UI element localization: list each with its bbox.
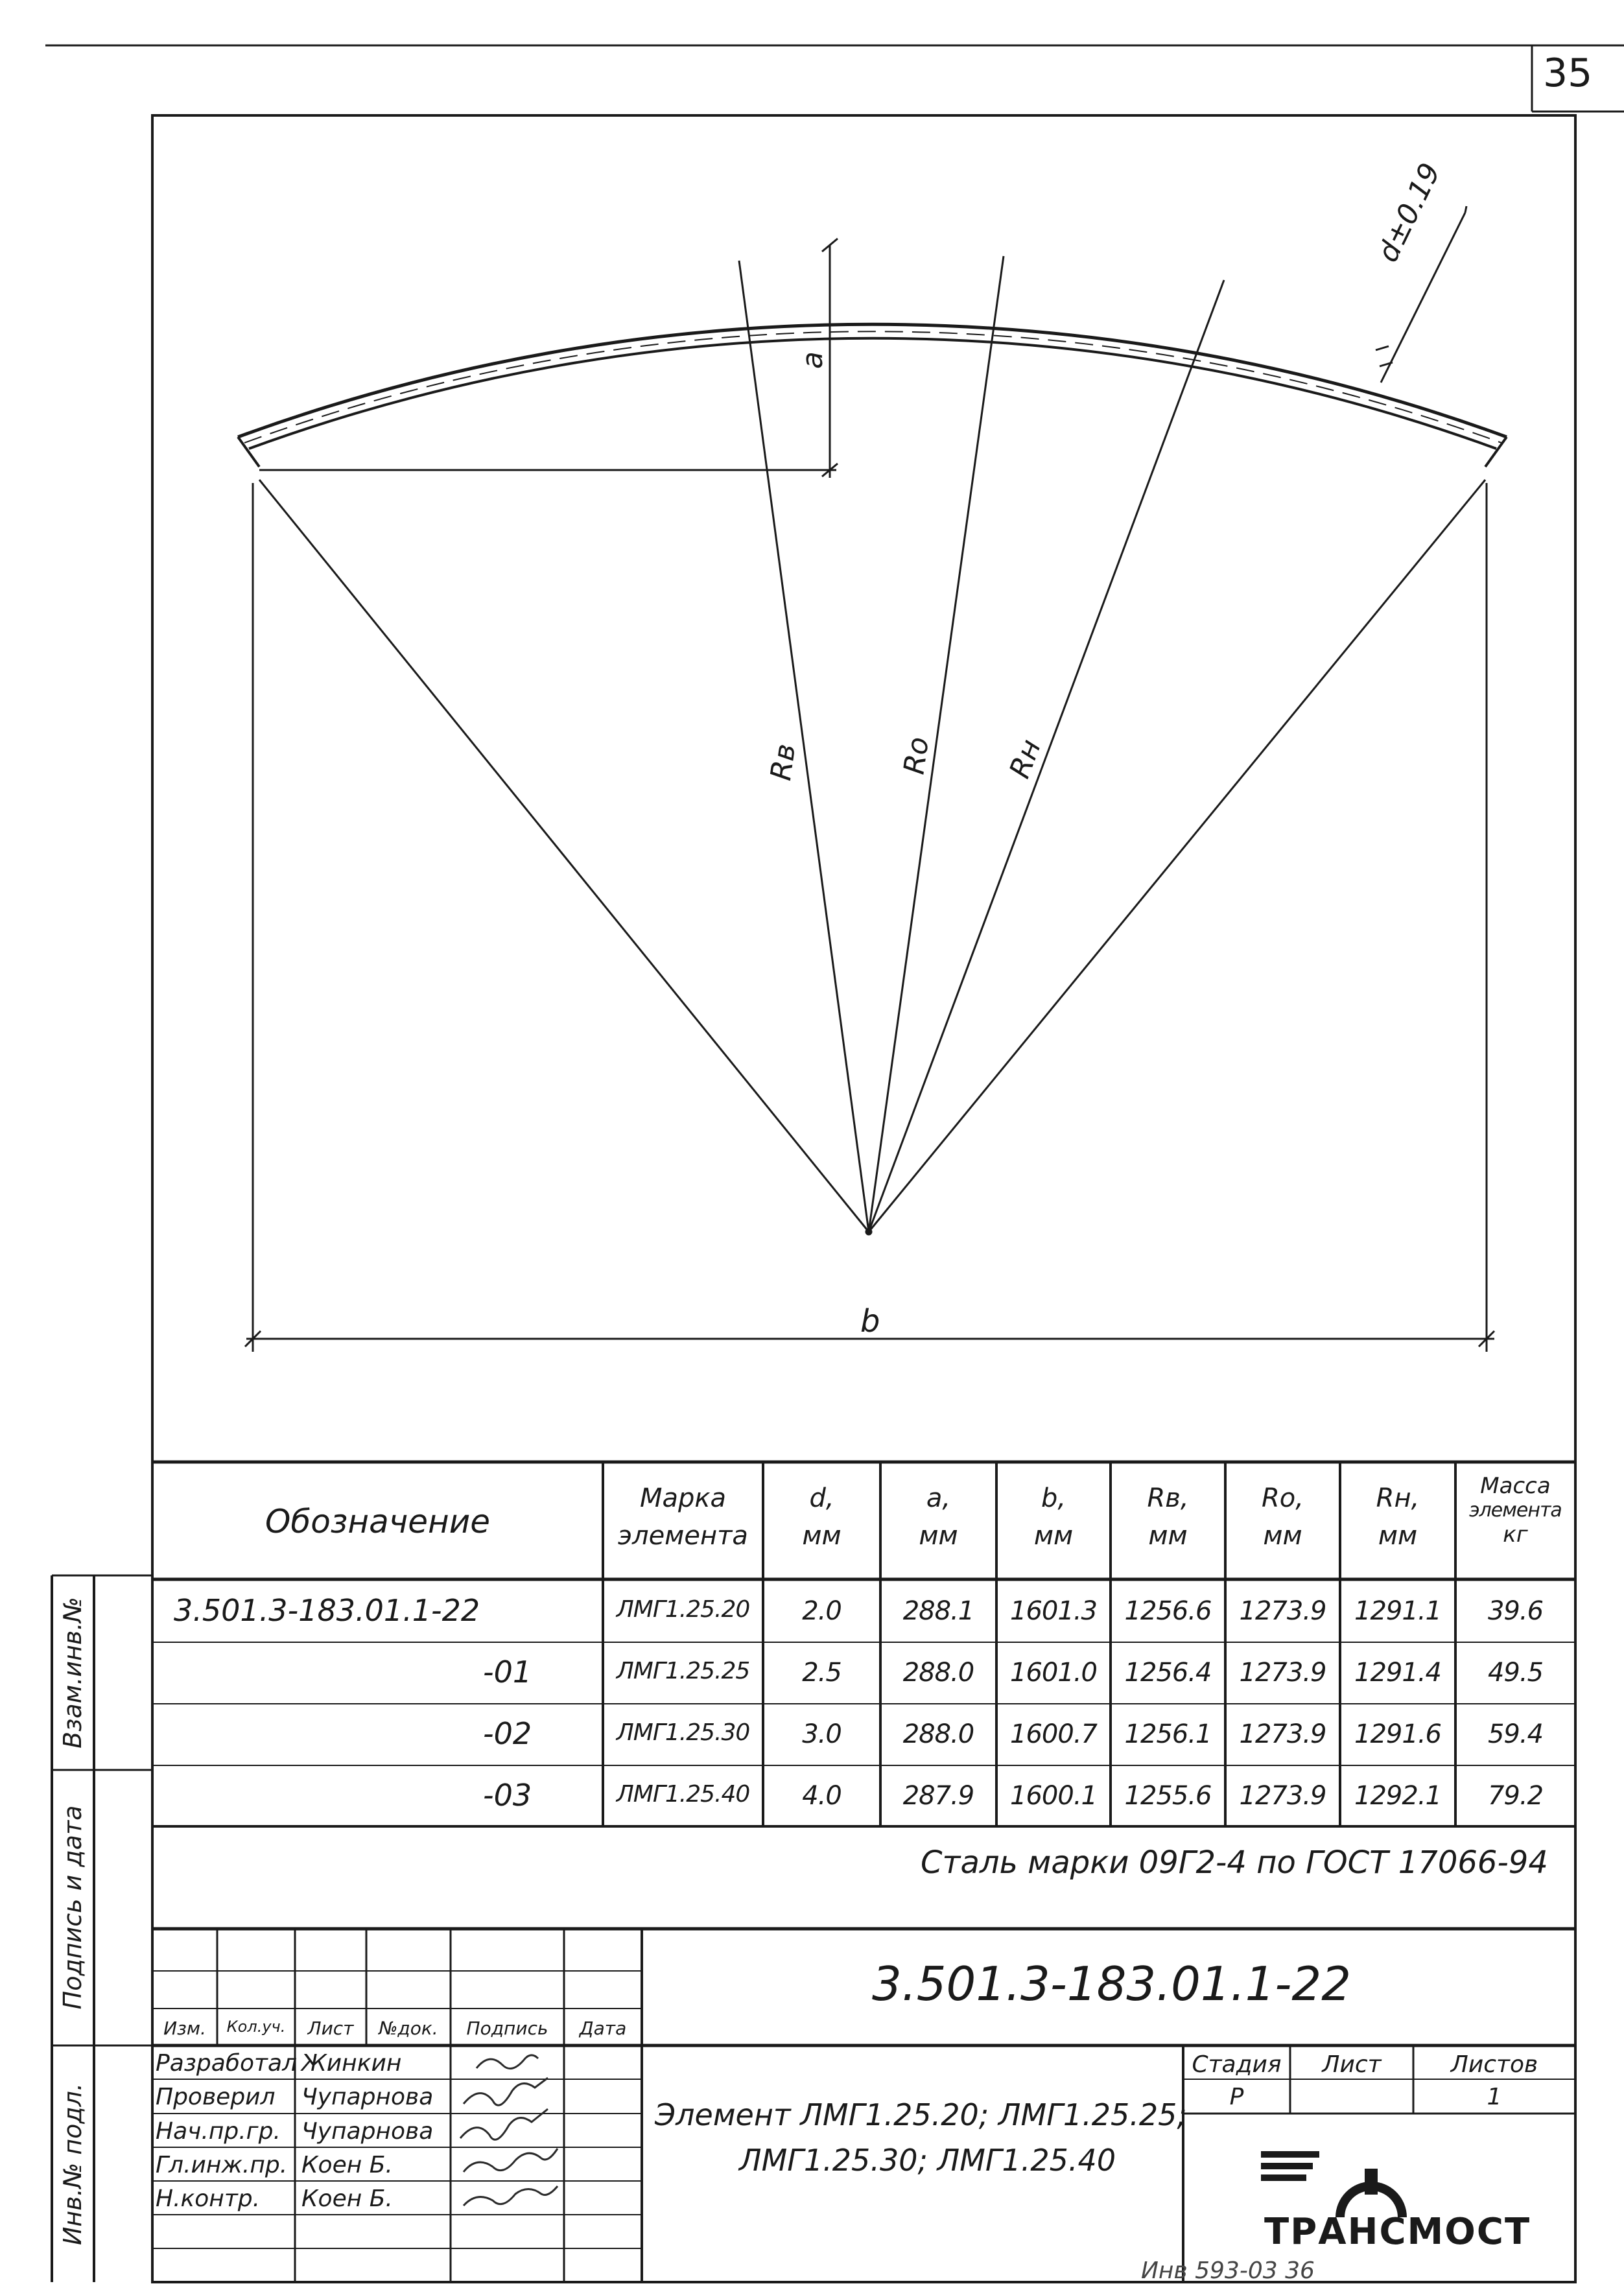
- header-a-2: мм: [919, 1521, 958, 1551]
- col-podpis: Подпись: [466, 2018, 548, 2039]
- row-designation: -02: [483, 1716, 532, 1751]
- row-rv: 1256.4: [1124, 1658, 1212, 1688]
- row-mark: ЛМГ1.25.40: [616, 1781, 750, 1808]
- side-sign-date: Подпись и дата: [58, 1805, 87, 2010]
- label-b: b: [860, 1303, 880, 1339]
- header-designation: Обозначение: [265, 1503, 490, 1540]
- header-ro-1: Ro,: [1262, 1483, 1304, 1513]
- label-ro: Ro: [897, 735, 936, 777]
- col-izm: Изм.: [163, 2018, 206, 2039]
- col-data: Дата: [579, 2018, 627, 2039]
- row-designation: 3.501.3-183.01.1-22: [174, 1593, 480, 1628]
- role-name: Чупарнова: [301, 2084, 434, 2110]
- header-d-2: мм: [802, 1521, 841, 1551]
- header-mass-1: Масса: [1480, 1473, 1551, 1499]
- row-a: 287.9: [902, 1781, 974, 1811]
- header-mark-2: элемента: [618, 1521, 748, 1551]
- sheets-label: Листов: [1450, 2051, 1538, 2078]
- bottom-note: Инв 593-03 36: [1141, 2257, 1315, 2284]
- row-b: 1601.3: [1010, 1596, 1097, 1626]
- sheet-number: 35: [1543, 51, 1593, 96]
- row-d: 2.0: [802, 1596, 841, 1626]
- row-b: 1601.0: [1010, 1658, 1097, 1688]
- label-d: d±0.19: [1371, 158, 1448, 268]
- role-name: Чупарнова: [301, 2118, 434, 2145]
- row-mass: 79.2: [1487, 1781, 1544, 1811]
- row-mark: ЛМГ1.25.20: [616, 1596, 750, 1623]
- header-rn-1: Rн,: [1376, 1483, 1420, 1513]
- side-replace-inv: Взам.инв.№: [58, 1597, 87, 1749]
- header-rv-1: Rв,: [1147, 1483, 1189, 1513]
- row-designation: -01: [483, 1655, 532, 1690]
- row-mass: 39.6: [1487, 1596, 1544, 1626]
- role-label: Гл.инж.пр.: [156, 2152, 288, 2178]
- company-name: ТРАНСМОСТ: [1264, 2211, 1531, 2253]
- row-ro: 1273.9: [1239, 1658, 1326, 1688]
- col-kol-uch: Кол.уч.: [226, 2018, 286, 2036]
- row-rn: 1291.1: [1354, 1596, 1441, 1626]
- row-mark: ЛМГ1.25.25: [616, 1658, 750, 1684]
- row-mark: ЛМГ1.25.30: [616, 1719, 750, 1746]
- element-title-1: Элемент ЛМГ1.25.20; ЛМГ1.25.25;: [655, 2097, 1187, 2132]
- row-b: 1600.1: [1010, 1781, 1097, 1811]
- element-title-2: ЛМГ1.25.30; ЛМГ1.25.40: [739, 2143, 1116, 2178]
- header-d-1: d,: [809, 1483, 834, 1513]
- header-b-1: b,: [1041, 1483, 1066, 1513]
- header-b-2: мм: [1033, 1521, 1074, 1551]
- role-name: Коен Б.: [301, 2186, 393, 2212]
- role-label: Разработал: [156, 2050, 298, 2077]
- role-name: Жинкин: [301, 2050, 402, 2077]
- row-rn: 1292.1: [1354, 1781, 1441, 1811]
- col-ndok: №док.: [379, 2018, 438, 2039]
- row-d: 3.0: [802, 1719, 841, 1749]
- material-note: Сталь марки 09Г2-4 по ГОСТ 17066-94: [921, 1844, 1548, 1881]
- header-mass-3: кг: [1503, 1522, 1528, 1548]
- stage-value: Р: [1229, 2084, 1244, 2110]
- row-mass: 59.4: [1487, 1719, 1544, 1749]
- row-ro: 1273.9: [1239, 1781, 1326, 1811]
- sheet-label: Лист: [1322, 2051, 1382, 2078]
- row-a: 288.1: [902, 1596, 974, 1626]
- row-rv: 1256.6: [1124, 1596, 1212, 1626]
- row-ro: 1273.9: [1239, 1596, 1326, 1626]
- sheets-value: 1: [1487, 2084, 1502, 2110]
- row-rv: 1256.1: [1124, 1719, 1212, 1749]
- header-rv-2: мм: [1148, 1521, 1188, 1551]
- header-mark-1: Марка: [639, 1483, 727, 1513]
- side-inv-orig: Инв.№ подл.: [58, 2082, 87, 2246]
- row-rv: 1255.6: [1124, 1781, 1212, 1811]
- row-d: 4.0: [802, 1781, 841, 1811]
- label-rn: Rн: [1003, 735, 1048, 783]
- role-label: Н.контр.: [156, 2186, 261, 2212]
- row-mass: 49.5: [1487, 1658, 1544, 1688]
- header-a-1: a,: [926, 1483, 951, 1513]
- row-designation: -03: [483, 1778, 532, 1813]
- stage-label: Стадия: [1192, 2051, 1282, 2078]
- role-name: Коен Б.: [301, 2152, 393, 2178]
- row-rn: 1291.6: [1354, 1719, 1441, 1749]
- role-label: Проверил: [156, 2084, 276, 2110]
- row-a: 288.0: [902, 1719, 974, 1749]
- row-ro: 1273.9: [1239, 1719, 1326, 1749]
- row-b: 1600.7: [1010, 1719, 1097, 1749]
- header-mass-2: элемента: [1469, 1499, 1562, 1522]
- col-list: Лист: [307, 2018, 354, 2039]
- label-rv: Rв: [764, 741, 803, 783]
- role-label: Нач.пр.гр.: [156, 2118, 281, 2145]
- header-ro-2: мм: [1263, 1521, 1302, 1551]
- row-rn: 1291.4: [1354, 1658, 1441, 1688]
- header-rn-2: мм: [1378, 1521, 1418, 1551]
- row-a: 288.0: [902, 1658, 974, 1688]
- row-d: 2.5: [802, 1658, 841, 1688]
- label-a: a: [795, 351, 829, 369]
- title-code: 3.501.3-183.01.1-22: [872, 1957, 1352, 2011]
